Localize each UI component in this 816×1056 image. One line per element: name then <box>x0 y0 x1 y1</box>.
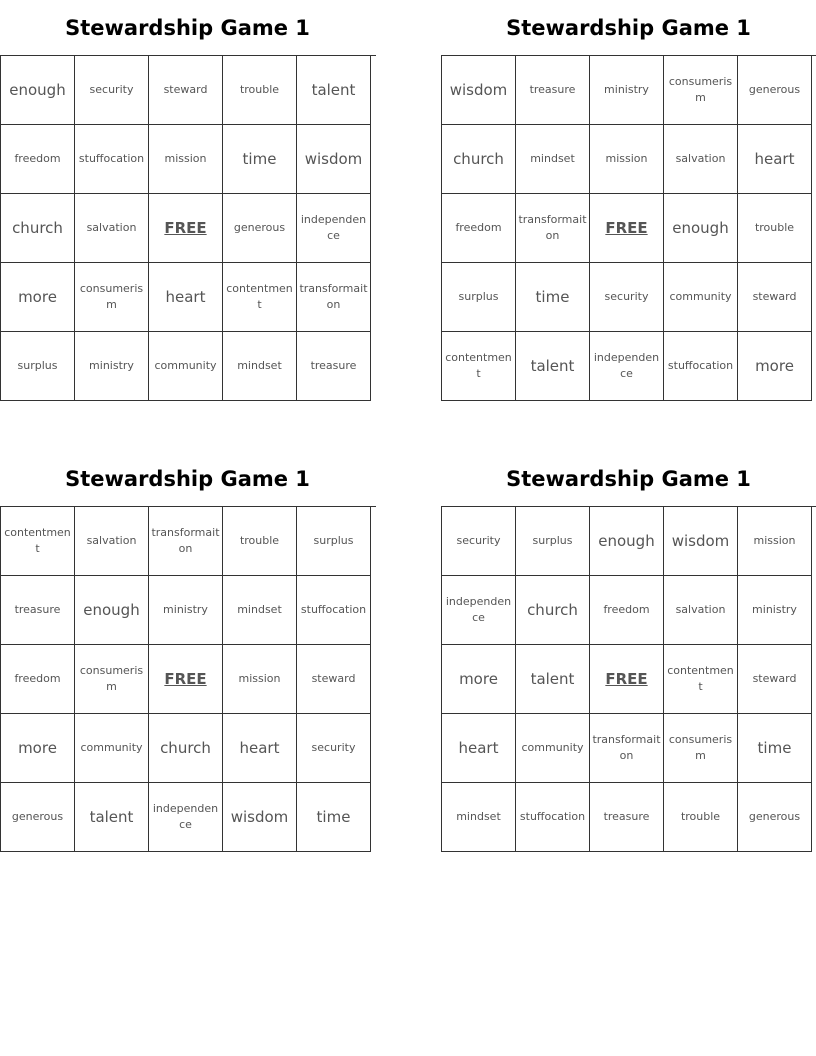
bingo-cell: mission <box>590 125 664 194</box>
bingo-cell: heart <box>442 714 516 783</box>
bingo-cell: freedom <box>442 194 516 263</box>
bingo-cell: independence <box>149 783 223 852</box>
bingo-grid <box>0 55 376 401</box>
bingo-cell: surplus <box>442 263 516 332</box>
card-title: Stewardship Game 1 <box>65 467 310 491</box>
bingo-cell: salvation <box>664 576 738 645</box>
bingo-cell: trouble <box>738 194 812 263</box>
bingo-cell: enough <box>590 507 664 576</box>
bingo-cell: ministry <box>738 576 812 645</box>
bingo-cell: wisdom <box>664 507 738 576</box>
bingo-cell: generous <box>223 194 297 263</box>
bingo-card-4 <box>441 451 816 852</box>
bingo-cell: mindset <box>516 125 590 194</box>
bingo-cell: salvation <box>75 507 149 576</box>
free-space-cell: FREE <box>590 194 664 263</box>
bingo-cell: community <box>516 714 590 783</box>
bingo-cell: time <box>223 125 297 194</box>
bingo-cell: contentment <box>664 645 738 714</box>
bingo-cell: ministry <box>149 576 223 645</box>
bingo-cell: community <box>149 332 223 401</box>
bingo-cell: security <box>297 714 371 783</box>
bingo-cell: church <box>149 714 223 783</box>
bingo-cell: church <box>1 194 75 263</box>
bingo-cell: salvation <box>664 125 738 194</box>
bingo-cell: consumerism <box>664 56 738 125</box>
bingo-cell: heart <box>738 125 812 194</box>
bingo-cell: stuffocation <box>664 332 738 401</box>
bingo-cell: independence <box>590 332 664 401</box>
bingo-cell: contentment <box>223 263 297 332</box>
bingo-cell: generous <box>1 783 75 852</box>
bingo-cell: surplus <box>516 507 590 576</box>
bingo-cell: more <box>1 263 75 332</box>
bingo-cell: trouble <box>664 783 738 852</box>
bingo-cell: mindset <box>223 332 297 401</box>
bingo-cell: generous <box>738 56 812 125</box>
card-title: Stewardship Game 1 <box>506 16 751 40</box>
bingo-cell: enough <box>664 194 738 263</box>
free-space-cell: FREE <box>149 194 223 263</box>
card-title: Stewardship Game 1 <box>65 16 310 40</box>
bingo-cell: more <box>442 645 516 714</box>
bingo-cell: mindset <box>223 576 297 645</box>
bingo-cell: time <box>738 714 812 783</box>
bingo-cell: talent <box>516 332 590 401</box>
bingo-cell: steward <box>297 645 371 714</box>
bingo-cell: freedom <box>1 645 75 714</box>
bingo-cell: treasure <box>590 783 664 852</box>
bingo-cell: independence <box>442 576 516 645</box>
bingo-cell: stuffocation <box>75 125 149 194</box>
bingo-cell: transformaiton <box>149 507 223 576</box>
bingo-cell: treasure <box>297 332 371 401</box>
bingo-cell: ministry <box>75 332 149 401</box>
bingo-cell: generous <box>738 783 812 852</box>
bingo-cell: wisdom <box>442 56 516 125</box>
bingo-cell: treasure <box>516 56 590 125</box>
bingo-cell: enough <box>75 576 149 645</box>
free-space-cell: FREE <box>590 645 664 714</box>
bingo-cell: ministry <box>590 56 664 125</box>
bingo-cell: salvation <box>75 194 149 263</box>
bingo-cell: security <box>75 56 149 125</box>
bingo-grid <box>441 55 816 401</box>
bingo-cell: consumerism <box>75 263 149 332</box>
bingo-card-2 <box>441 0 816 401</box>
bingo-cell: freedom <box>590 576 664 645</box>
bingo-cell: time <box>516 263 590 332</box>
bingo-cell: freedom <box>1 125 75 194</box>
bingo-cell: more <box>738 332 812 401</box>
bingo-cell: security <box>590 263 664 332</box>
bingo-cell: heart <box>223 714 297 783</box>
bingo-cell: contentment <box>1 507 75 576</box>
bingo-cell: wisdom <box>223 783 297 852</box>
bingo-cell: steward <box>738 263 812 332</box>
bingo-cell: talent <box>75 783 149 852</box>
bingo-cell: stuffocation <box>297 576 371 645</box>
bingo-grid <box>441 506 816 852</box>
bingo-cell: church <box>442 125 516 194</box>
bingo-cell: enough <box>1 56 75 125</box>
bingo-cell: community <box>75 714 149 783</box>
bingo-cell: security <box>442 507 516 576</box>
bingo-cell: talent <box>297 56 371 125</box>
bingo-cell: church <box>516 576 590 645</box>
bingo-cell: mission <box>223 645 297 714</box>
bingo-card-3 <box>0 451 375 852</box>
bingo-cell: transformaiton <box>516 194 590 263</box>
bingo-cell: contentment <box>442 332 516 401</box>
bingo-cell: steward <box>149 56 223 125</box>
bingo-cell: independence <box>297 194 371 263</box>
bingo-cell: transformaiton <box>590 714 664 783</box>
bingo-cell: steward <box>738 645 812 714</box>
bingo-cell: mindset <box>442 783 516 852</box>
bingo-grid <box>0 506 376 852</box>
free-space-cell: FREE <box>149 645 223 714</box>
bingo-cell: trouble <box>223 56 297 125</box>
bingo-cell: community <box>664 263 738 332</box>
bingo-cell: mission <box>149 125 223 194</box>
bingo-cell: heart <box>149 263 223 332</box>
bingo-cell: treasure <box>1 576 75 645</box>
card-title: Stewardship Game 1 <box>506 467 751 491</box>
bingo-cell: stuffocation <box>516 783 590 852</box>
bingo-cell: surplus <box>297 507 371 576</box>
bingo-cell: talent <box>516 645 590 714</box>
bingo-cell: wisdom <box>297 125 371 194</box>
bingo-cell: transformaiton <box>297 263 371 332</box>
bingo-cell: consumerism <box>75 645 149 714</box>
bingo-cell: trouble <box>223 507 297 576</box>
bingo-card-1 <box>0 0 375 401</box>
bingo-cell: more <box>1 714 75 783</box>
bingo-cell: consumerism <box>664 714 738 783</box>
bingo-cell: surplus <box>1 332 75 401</box>
bingo-cell: mission <box>738 507 812 576</box>
bingo-cell: time <box>297 783 371 852</box>
